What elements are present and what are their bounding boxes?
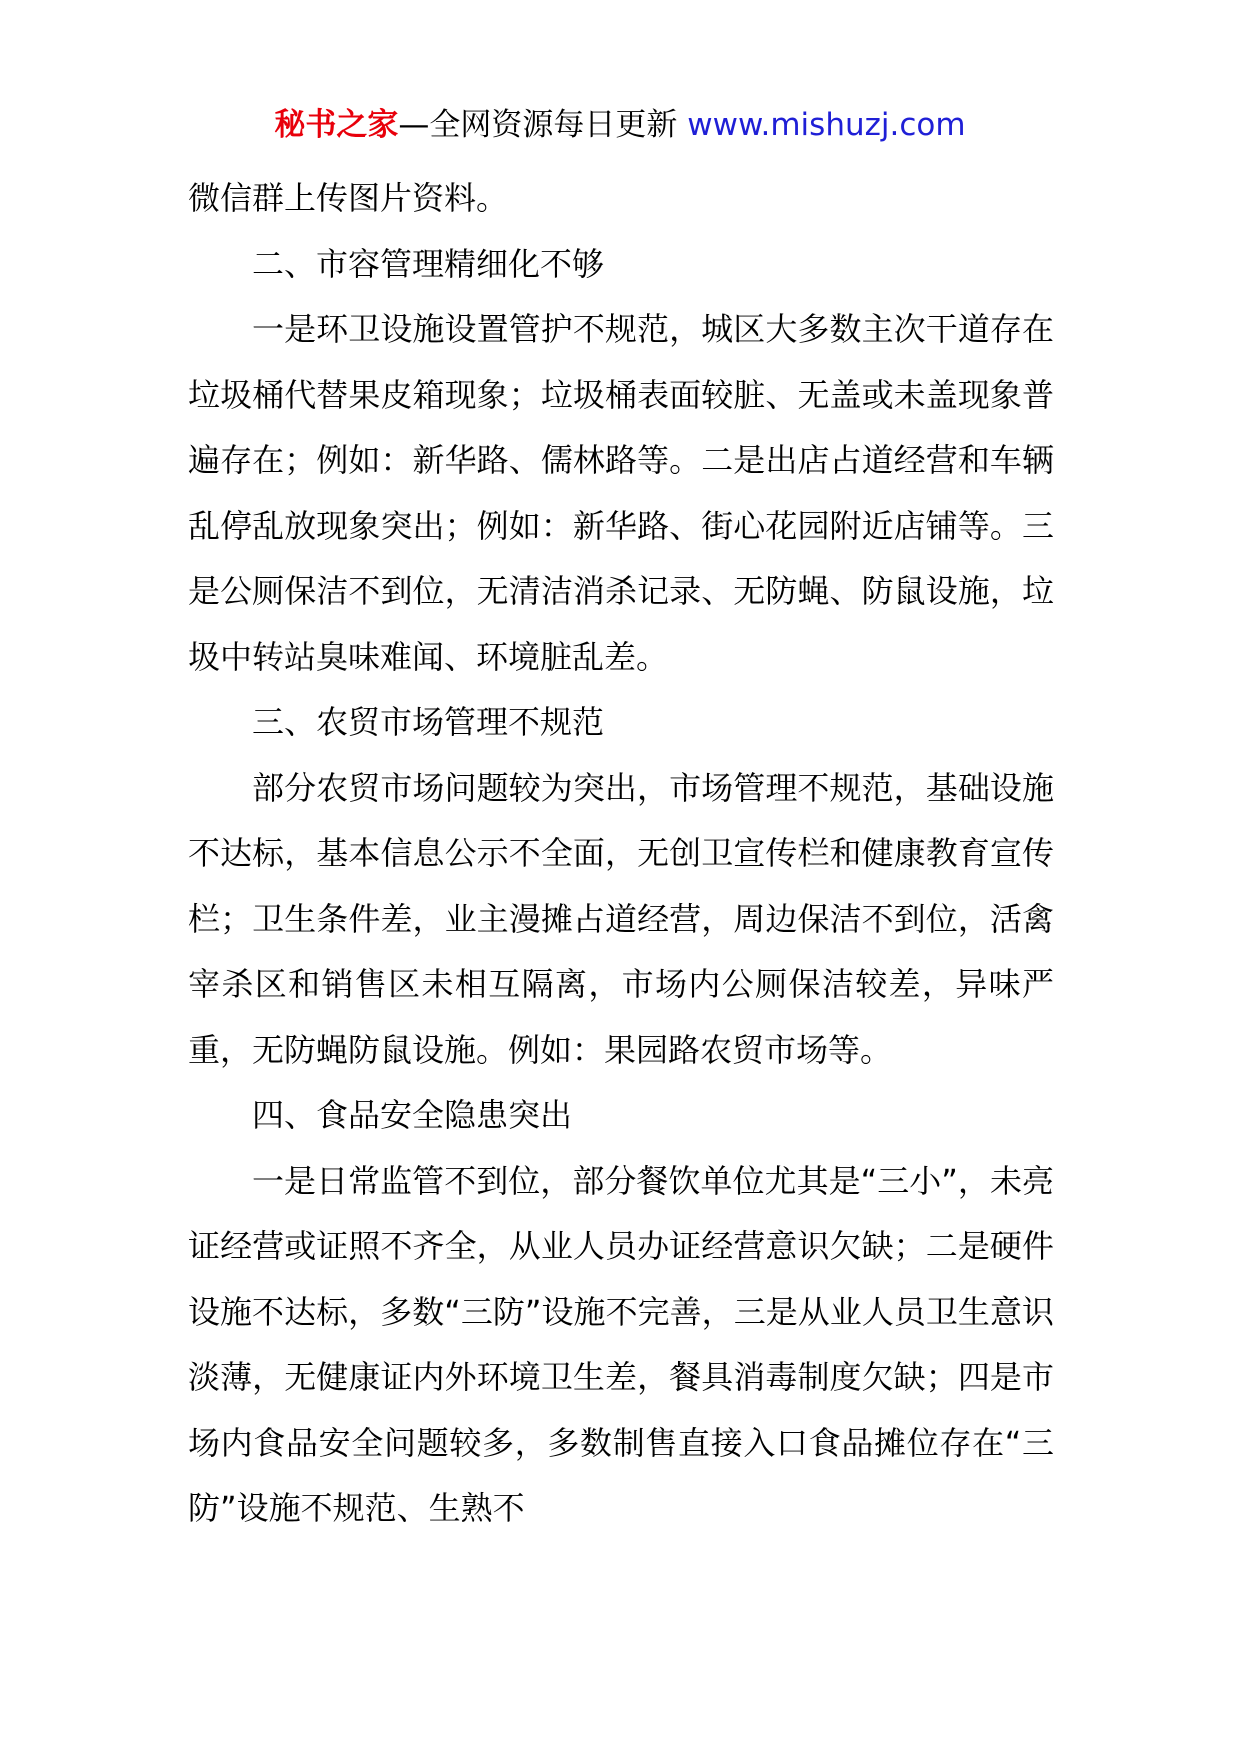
continued-paragraph: 微信群上传图片资料。 <box>188 179 509 217</box>
document-body <box>188 166 1054 1542</box>
section-heading-4: 四、食品安全隐患突出 <box>252 1096 573 1134</box>
site-url-link[interactable]: www.mishuzj.com <box>687 107 966 143</box>
section-paragraph-2: 一是环卫设施设置管护不规范，城区大多数主次干道存在垃圾桶代替果皮箱现象；垃圾桶表面较脏、无盖或未盖现象普遍存在；例如：新华路、儒林路等。二是出店占道经营和车辆乱停乱放现象突出；例如：新华路、街心花园附近店铺等。三是公厕保洁不到位，无清洁消杀记录、无防蝇、防鼠设施，垃圾中转站臭味难闻、环境脏乱差。 <box>188 310 1054 676</box>
section-paragraph-4: 一是日常监管不到位，部分餐饮单位尤其是“三小”，未亮证经营或证照不齐全，从业人员办证经营意识欠缺；二是硬件设施不达标，多数“三防”设施不完善，三是从业人员卫生意识淡薄，无健康证内外环境卫生差，餐具消毒制度欠缺；四是市场内食品安全问题较多，多数制售直接入口食品摊位存在“三防”设施不规范、生熟不 <box>188 1161 1054 1527</box>
page-header <box>0 100 1240 150</box>
section-heading-2: 二、市容管理精细化不够 <box>252 244 605 283</box>
header-tagline: —全网资源每日更新 <box>398 107 688 143</box>
section-heading-3: 三、农贸市场管理不规范 <box>252 703 605 741</box>
section-paragraph-3: 部分农贸市场问题较为突出，市场管理不规范，基础设施不达标，基本信息公示不全面，无创卫宣传栏和健康教育宣传栏；卫生条件差，业主漫摊占道经营，周边保洁不到位，活禽宰杀区和销售区未相互隔离，市场内公厕保洁较差，异味严重，无防蝇防鼠设施。例如：果园路农贸市场等。 <box>188 768 1054 1069</box>
brand-name: 秘书之家 <box>274 107 399 143</box>
